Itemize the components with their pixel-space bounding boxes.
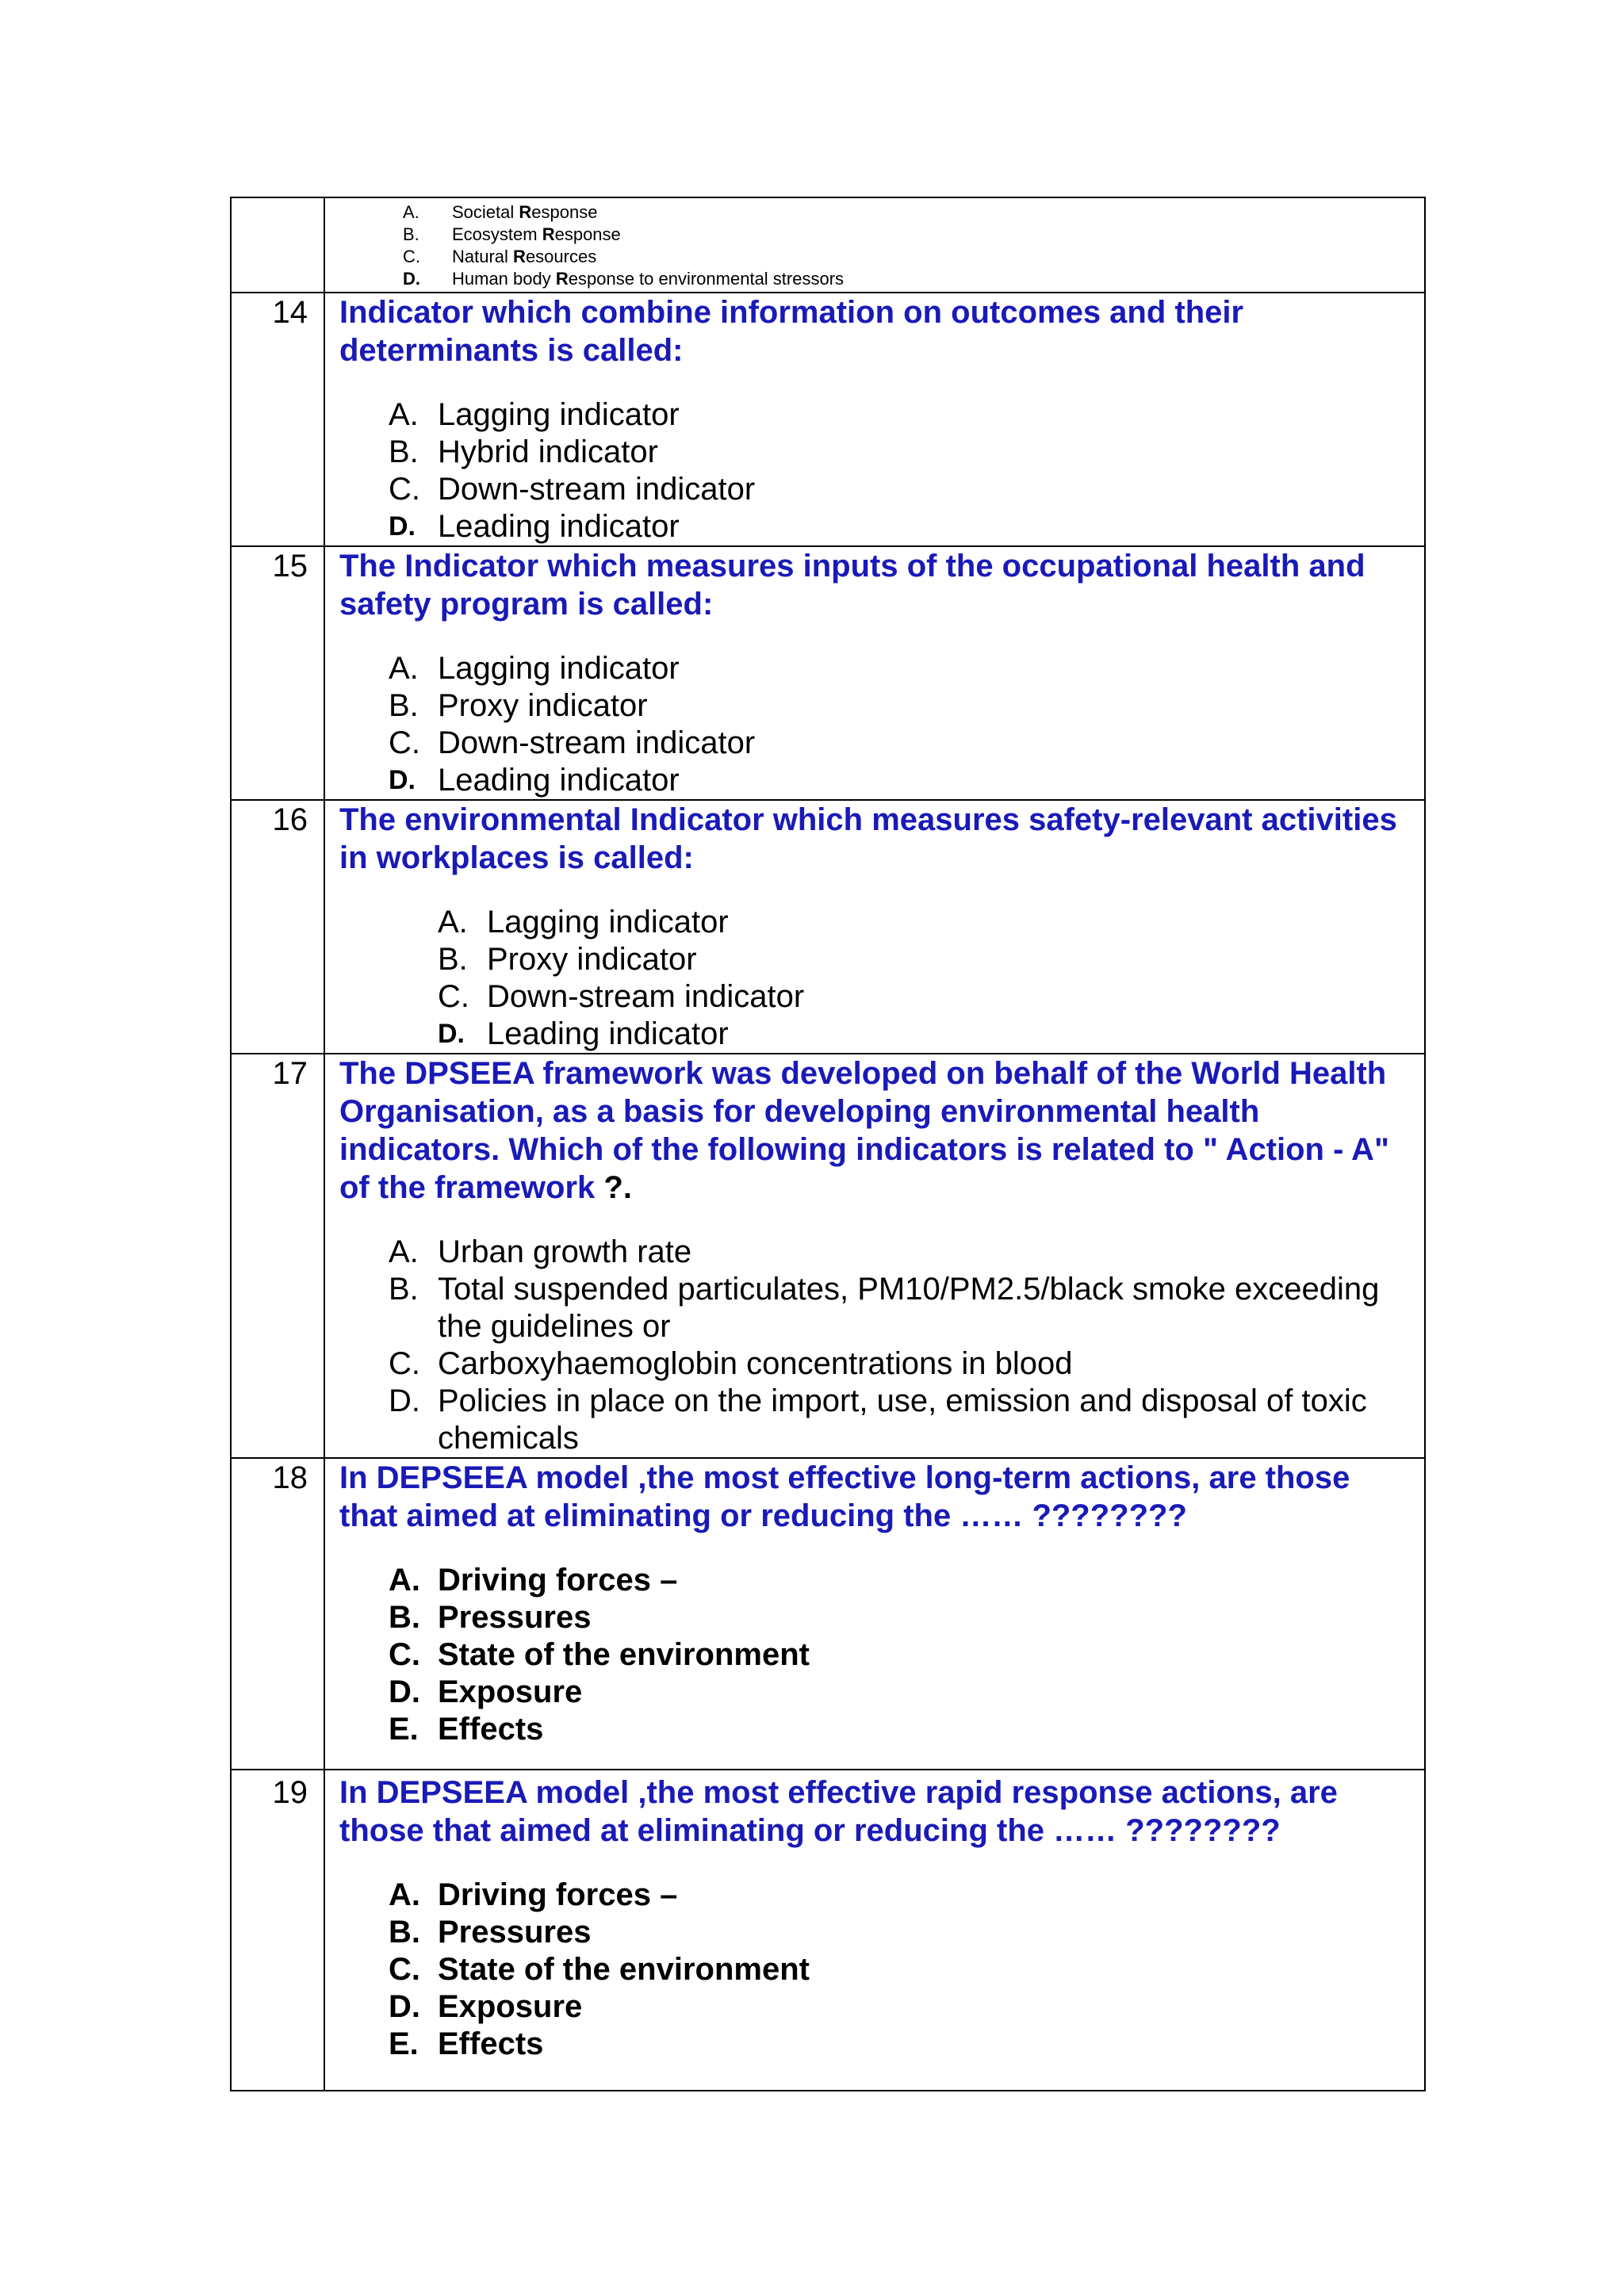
option-item: D. Leading indicator [389,763,680,798]
question-body-cell [324,800,1425,1054]
option-item: A. Societal Response [403,202,598,222]
option-list [339,1234,1413,1457]
option-item: D. Human body Response to environmental stressors [403,269,845,289]
question-number: 18 [231,1458,324,1770]
option-item: E. Effects [389,2026,544,2061]
option-list [339,201,1413,290]
table-row [231,293,1425,546]
option-list [339,1562,1413,1748]
option-list [339,396,1413,545]
option-item: C. Natural Resources [403,247,597,266]
table-row [231,800,1425,1054]
option-item: A. Driving forces – [389,1877,678,1912]
option-item: A. Lagging indicator [389,397,680,432]
question-body-cell [324,1770,1425,2091]
option-item: C. State of the environment [389,1952,810,1987]
option-item: C. Carboxyhaemoglobin concentrations in blood [389,1346,1073,1381]
option-item: B. Total suspended particulates, PM10/PM2.5/black smoke exceeding the guidelines or [389,1272,1380,1344]
option-item: C. Down-stream indicator [389,472,756,507]
option-list [339,650,1413,799]
option-item: D. Exposure [389,1674,583,1709]
option-item: B. Proxy indicator [438,942,697,977]
question-text: The environmental Indicator which measures safety-relevant activities in workplaces is called: [339,802,1397,875]
option-item: A. Urban growth rate [389,1234,692,1269]
option-item: B. Ecosystem Response [403,224,621,244]
question-text: The DPSEEA framework was developed on behalf of the World Health Organisation, as a basis for developing environmental health indicators. Which of the following indicators is related to " Action - A" of the framework ?. [339,1056,1389,1205]
question-table [230,197,1426,2091]
question-text: In DEPSEEA model ,the most effective rapid response actions, are those that aimed at eliminating or reducing the …… ???????? [339,1775,1338,1848]
option-item: D. Leading indicator [438,1016,729,1051]
option-item: C. Down-stream indicator [438,979,805,1014]
question-number: 19 [231,1770,324,2091]
question-number: 14 [231,293,324,546]
question-text: Indicator which combine information on outcomes and their determinants is called: [339,295,1244,368]
question-body-cell [324,1054,1425,1458]
question-number: 16 [231,800,324,1054]
option-item: D. Leading indicator [389,509,680,544]
option-list [339,1877,1413,2063]
question-number: 17 [231,1054,324,1458]
option-item: C. State of the environment [389,1637,810,1672]
question-text: In DEPSEEA model ,the most effective long-term actions, are those that aimed at eliminating or reducing the …… ???????? [339,1460,1350,1533]
question-body-cell [324,546,1425,800]
option-item: E. Effects [389,1712,544,1747]
question-body-cell [324,1458,1425,1770]
question-body-cell [324,197,1425,293]
question-body-cell [324,293,1425,546]
table-row [231,1458,1425,1770]
option-item: B. Pressures [389,1600,592,1635]
option-item: B. Hybrid indicator [389,434,658,469]
option-item: A. Lagging indicator [438,905,729,939]
table-row [231,1054,1425,1458]
question-number: 15 [231,546,324,800]
option-item: A. Lagging indicator [389,651,680,686]
table-row [231,546,1425,800]
option-item: D. Policies in place on the import, use, emission and disposal of toxic chemicals [389,1383,1367,1456]
option-item: B. Proxy indicator [389,688,648,723]
option-item: D. Exposure [389,1989,583,2024]
option-item: B. Pressures [389,1915,592,1950]
question-text: The Indicator which measures inputs of the occupational health and safety program is called: [339,549,1365,622]
option-item: A. Driving forces – [389,1563,678,1598]
option-item: C. Down-stream indicator [389,725,756,760]
table-row [231,1770,1425,2091]
question-number-cell [231,197,324,293]
option-list [339,904,1413,1053]
table-row [231,197,1425,293]
